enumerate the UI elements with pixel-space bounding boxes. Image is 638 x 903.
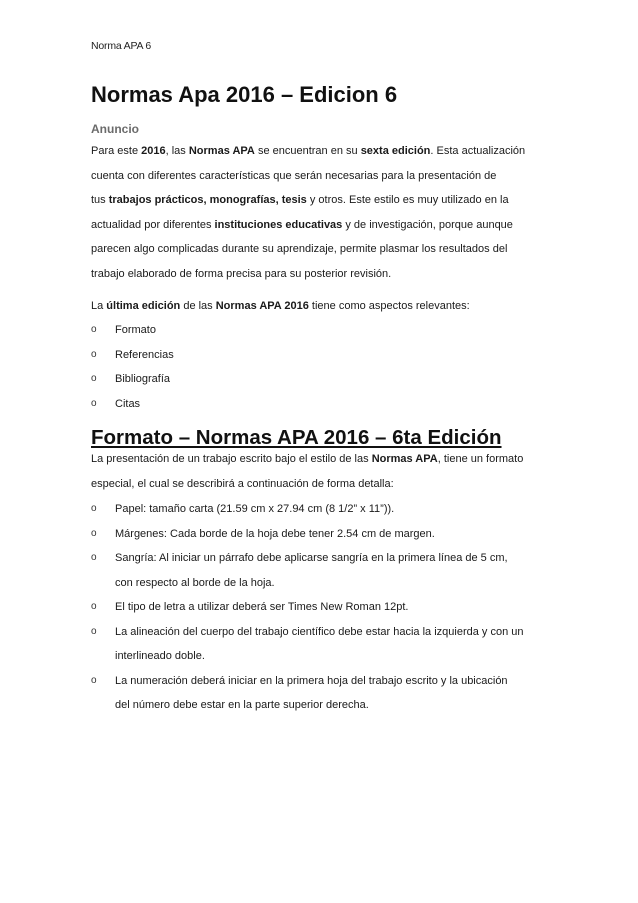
aspects-list xyxy=(91,318,551,416)
list-item: o La alineación del cuerpo del trabajo científico debe estar hacia la izquierda y con un interlineado doble. xyxy=(91,620,551,669)
intro-paragraph xyxy=(91,139,551,286)
list-item: o La numeración deberá iniciar en la primera hoja del trabajo escrito y la ubicación del número debe estar en la parte superior derecha. xyxy=(91,669,551,718)
bullet-icon: o xyxy=(91,324,97,335)
bullet-icon: o xyxy=(91,527,97,539)
list-item: o Papel: tamaño carta (21.59 cm x 27.94 cm (8 1/2” x 11”)). xyxy=(91,497,551,522)
bullet-icon: o xyxy=(91,552,97,563)
intro-line-1: Para este 2016, las Normas APA se encuentran en su sexta edición. Esta actualización xyxy=(91,145,526,157)
list-item: o Citas xyxy=(91,392,551,417)
bullet-icon: o xyxy=(91,503,97,514)
bullet-icon: o xyxy=(91,348,97,360)
section-heading: Formato – Normas APA 2016 – 6ta Edición xyxy=(91,426,502,449)
aspects-paragraph: La última edición de las Normas APA 2016 tiene como aspectos relevantes: xyxy=(91,300,470,312)
list-item: o El tipo de letra a utilizar deberá ser Times New Roman 12pt. xyxy=(91,595,551,620)
format-list xyxy=(91,497,551,718)
ad-label: Anuncio xyxy=(91,122,139,136)
bullet-icon: o xyxy=(91,601,97,612)
page-header: Norma APA 6 xyxy=(91,40,152,52)
format-intro-paragraph: La presentación de un trabajo escrito bajo el estilo de las Normas APA, tiene un formato especial, el cual se describirá a continuación de forma detalla: xyxy=(91,453,524,490)
intro-line-5: parecen algo complicadas durante su aprendizaje, permite plasmar los resultados del xyxy=(91,243,508,255)
bullet-icon: o xyxy=(91,373,97,384)
page-title: Normas Apa 2016 – Edicion 6 xyxy=(91,82,398,107)
list-item: o Referencias xyxy=(91,343,551,368)
bullet-icon: o xyxy=(91,674,97,686)
list-item: o Formato xyxy=(91,318,551,343)
intro-line-6: trabajo elaborado de forma precisa para su posterior revisión. xyxy=(91,267,392,280)
intro-line-2: cuenta con diferentes características que serán necesarias para la presentación de xyxy=(91,169,497,182)
list-item: o Bibliografía xyxy=(91,367,551,392)
intro-line-3: tus trabajos prácticos, monografías, tesis y otros. Este estilo es muy utilizado en la xyxy=(91,194,509,206)
bullet-icon: o xyxy=(91,625,97,637)
list-item: o Sangría: Al iniciar un párrafo debe aplicarse sangría en la primera línea de 5 cm, con respecto al borde de la hoja. xyxy=(91,546,551,595)
bullet-icon: o xyxy=(91,397,97,409)
list-item: o Márgenes: Cada borde de la hoja debe tener 2.54 cm de margen. xyxy=(91,522,551,547)
intro-line-4: actualidad por diferentes instituciones educativas y de investigación, porque aunque xyxy=(91,218,513,231)
